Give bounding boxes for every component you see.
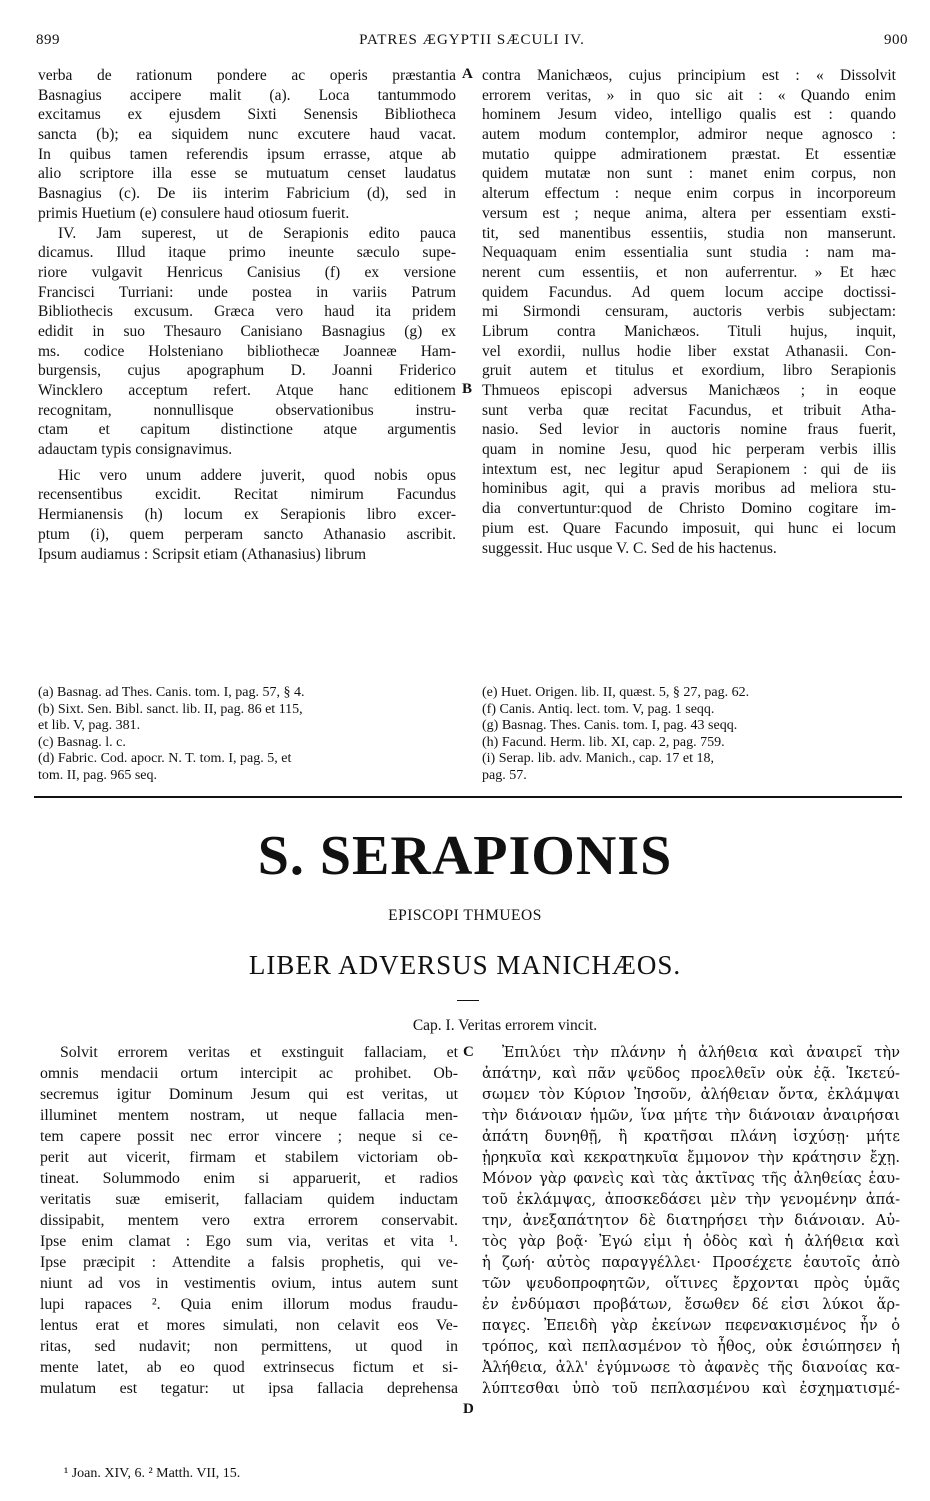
text-line: τρόπος, καὶ πεπλασμένον τὸ ἦθος, οὐκ ἐσιώπησεν ἡ	[482, 1338, 900, 1355]
work-title: LIBER ADVERSUS MANICHÆOS.	[248, 950, 682, 980]
text-line: gruit autem et titulus et exordium, libro Serapionis	[482, 362, 896, 380]
text-line: mulatum est tegatur: ut ipsa fallacia deprehensa	[40, 1380, 458, 1397]
text-line: pag. 57.	[482, 767, 527, 783]
text-line: niunt ad vos in vestimentis ovium, intus autem sunt	[40, 1275, 458, 1292]
text-line: ἀπάτην, καὶ πᾶν ψεῦδος προελθεῖν οὐκ ἐᾷ. Ἱκετεύ-	[482, 1065, 900, 1082]
text-line: nerent cum essentiis, et non auferrentur. » Et hæc	[482, 263, 896, 281]
text-line: Francisci Turriani: unde postea in variis Patrum	[38, 283, 456, 301]
text-line: hominem Jesum video, intelligo qualis est : quando	[482, 106, 896, 124]
text-line: Bibliothecis excusum. Græca vero haud ita pridem	[38, 303, 456, 321]
text-line: σωμεν τὸν Κύριον Ἰησοῦν, ἀλήθειαν ὄντα, ἐκλάμψαι	[482, 1086, 900, 1103]
text-line: Solvit errorem veritas et exstinguit fallaciam, et	[60, 1044, 458, 1061]
text-line: quam in nomine Jesu, quod hic perperam verbis illis	[482, 441, 896, 459]
title-rule	[457, 1000, 479, 1001]
text-line: nasio. Sed levior in auctoris nomine fraus fuerit,	[482, 421, 896, 439]
text-line: lentus erat et mores simulati, non celavit eos Ve-	[40, 1317, 458, 1334]
text-line: omnis mendacii ortum intercipit ac prohibet. Ob-	[40, 1065, 458, 1082]
text-line: Hermianensis (h) locum ex Serapionis libro excer-	[38, 506, 456, 524]
text-line: την, ἀνεξαπάτητον δὲ διατηρήσει τὴν διάνοιαν. Αὐ-	[482, 1212, 900, 1229]
text-line: errorem veritas, » in quo sic ait : « Quando enim	[482, 86, 896, 104]
text-line: Ipse præcipit : Attendite a falsis prophetis, qui ve-	[40, 1254, 458, 1271]
text-line: hominibus agit, qui a pravis moribus ad meliora stu-	[482, 480, 896, 498]
text-line: sunt verba quæ recitat Facundus, et tribuit Atha-	[482, 401, 896, 419]
margin-marker-a: A	[462, 66, 473, 82]
text-line: burgensis, cujus apographum D. Joanni Friderico	[38, 362, 456, 380]
intro-right-column	[482, 66, 896, 558]
text-line: tom. II, pag. 965 seq.	[38, 767, 157, 783]
text-line: (a) Basnag. ad Thes. Canis. tom. I, pag. 57, § 4.	[38, 685, 305, 700]
text-line: τὴν διάνοιαν ἡμῶν, ἵνα μήτε τὴν διάνοιαν ἀναιρήσαι	[482, 1107, 900, 1124]
text-line: verba de rationum pondere ac operis præstantia	[38, 67, 456, 84]
text-line: excitamus ex ejusdem Sixti Senensis Bibliotheca	[38, 106, 456, 124]
text-line: Thmueos episcopi adversus Manichæos ; in eoque	[482, 382, 896, 399]
text-line: λύπτεσθαι ὑπὸ τοῦ πεπλασμένου καὶ ἐσχηματισμέ-	[482, 1380, 900, 1397]
text-line: ἀπάτη δυνηθῇ, ἢ κρατῆσαι πλάνη ἰσχύσῃ· μήτε	[482, 1128, 900, 1145]
text-line: ἐν ἐνδύμασι προβάτων, ἔσωθεν δέ εἰσι λύκοι ἅρ-	[482, 1296, 900, 1313]
text-line: Basnagius accipere malit (a). Loca tantummodo	[38, 86, 456, 104]
text-line: IV. Jam superest, ut de Serapionis edito pauca	[58, 224, 456, 242]
text-line: sancta (b); ea siquidem nunc excutere haud vacat.	[38, 126, 456, 144]
text-line: τὸς γὰρ βοᾷ· Ἐγώ εἰμι ἡ ὁδὸς καὶ ἡ ἀλήθεια καὶ	[482, 1233, 900, 1250]
text-line: adauctam typis consignavimus.	[38, 441, 233, 459]
text-line: versum est ; neque anima, altera per essentiam exsti-	[482, 204, 896, 222]
text-line: (b) Sixt. Sen. Bibl. sanct. lib. II, pag. 86 et 115,	[38, 701, 303, 717]
text-line: recensentibus excidit. Recitat nimirum Facundus	[38, 486, 456, 504]
text-line: ritas, sed nudavit; non permittens, ut quod in	[40, 1338, 458, 1355]
text-line: intextum est, nec legitur apud Serapionem : qui de iis	[482, 460, 896, 478]
text-line: dissipabit, mentem vero extra errorem conservabit.	[40, 1212, 458, 1229]
text-line: (i) Serap. lib. adv. Manich., cap. 17 et 18,	[482, 751, 714, 766]
text-line: (d) Fabric. Cod. apocr. N. T. tom. I, pag. 5, et	[38, 751, 292, 766]
text-line: tem capere possit nec error vincere ; neque si ce-	[40, 1128, 458, 1145]
text-line: ἡ ζωή· αὐτὸς παραγγέλλει· Προσέχετε ἑαυτοῖς ἀπὸ	[482, 1254, 900, 1271]
text-line: recognitam, nonnullisque observationibus instru-	[38, 401, 456, 419]
text-line: Basnagius (c). De iis interim Fabricium (d), sed in	[38, 185, 456, 203]
greek-text-column	[482, 1042, 900, 1399]
text-line: In quibus tamen referendis ipsum errasse, atque ab	[38, 145, 456, 163]
text-line: illuminet mentem nostram, ut neque fallacia men-	[40, 1107, 458, 1124]
right-page-number: 900	[884, 32, 908, 48]
text-line: Hic vero unum addere juverit, quod nobis opus	[58, 466, 456, 484]
text-line: tineat. Solummodo enim si apparuerit, et radios	[40, 1170, 458, 1187]
notes-right	[482, 685, 896, 784]
text-line: mutatio quippe admirationem præstat. Et essentiæ	[482, 145, 896, 163]
text-line: τῶν ψευδοπροφητῶν, οἵτινες ἔρχονται πρὸς ὑμᾶς	[482, 1275, 900, 1292]
text-line: secremus igitur Dominum Jesum qui est veritas, ut	[40, 1086, 458, 1103]
text-line: autem modum contemplor, admiror neque agnosco :	[482, 126, 896, 144]
intro-left-column	[38, 66, 456, 564]
text-line: ms. codice Holsteniano bibliothecæ Joanneæ Ham-	[38, 342, 456, 360]
text-line: Ἀλήθεια, ἀλλ' ἐγύμνωσε τὸ ἀφανὲς τῆς διανοίας κα-	[482, 1359, 900, 1376]
text-line: (e) Huet. Origen. lib. II, quæst. 5, § 27, pag. 62.	[482, 685, 750, 700]
text-line: veritatis suæ emiserit, fallaciam quidem inductam	[40, 1191, 458, 1208]
text-line: mi Sirmondi censuram, auctoris verbis subjectam:	[482, 303, 896, 321]
work-author-subtitle: EPISCOPI THMUEOS	[388, 907, 542, 924]
text-line: dicamus. Illud itaque primo ineunte sæculo supe-	[38, 244, 456, 262]
text-line: lupi rapaces ². Quia enim illorum modus fraudu-	[40, 1296, 458, 1313]
chapter-heading: Cap. I. Veritas errorem vincit.	[412, 1017, 598, 1034]
text-line: ᾑρηκυῖα καὶ κεκρατηκυῖα ἔμμονον τὴν κράτησιν ἔχῃ.	[482, 1149, 900, 1166]
text-line: (h) Facund. Herm. lib. XI, cap. 2, pag. 759.	[482, 734, 725, 750]
work-author-title: S. SERAPIONIS	[257, 825, 673, 887]
text-line: (f) Canis. Antiq. lect. tom. V, pag. 1 seqq.	[482, 701, 715, 717]
text-line: tit, sed manentibus essentiis, studia non manserunt.	[482, 224, 896, 242]
text-line: τοῦ ἐκλάμψας, ἀποσκεδάσει μὲν τὴν γενομένην ἀπά-	[482, 1191, 900, 1208]
section-rule	[34, 796, 902, 798]
running-title: PATRES ÆGYPTII SÆCULI IV.	[359, 32, 585, 48]
text-line: (g) Basnag. Thes. Canis. tom. I, pag. 43 seqq.	[482, 718, 738, 733]
text-line: alio scriptore illa esse se mutuatum censet laudatus	[38, 165, 456, 183]
latin-text-column	[40, 1042, 458, 1399]
text-line: (c) Basnag. l. c.	[38, 734, 126, 750]
text-line: pium est. Quare Facundo imposuit, qui hunc ei locum	[482, 519, 896, 537]
text-line: vel exordii, nullus hodie liber exstat Athanasii. Con-	[482, 342, 896, 360]
left-page-number: 899	[36, 32, 60, 48]
text-line: riore vulgavit Henricus Canisius (f) ex versione	[38, 263, 456, 281]
text-line: Ipse enim clamat : Ego sum via, veritas et vita ¹.	[40, 1233, 458, 1250]
text-line: edidit in suo Thesauro Canisiano Basnagius (g) ex	[38, 322, 456, 340]
running-head	[36, 32, 908, 54]
margin-marker-d: D	[463, 1401, 474, 1417]
text-line: alterum effectum : neque enim corpus in incorporeum	[482, 185, 896, 203]
margin-marker-b: B	[462, 381, 473, 397]
text-line: mente latet, ab eo quod extrinsecus fictum et si-	[40, 1359, 458, 1376]
text-line: quidem mutatæ non sunt : manet enim corpus, non	[482, 165, 896, 183]
text-line: et lib. V, pag. 381.	[38, 718, 141, 733]
text-line: suggessit. Huc usque V. C. Sed de his hactenus.	[482, 539, 777, 557]
text-line: Nequaquam enim essentialia sunt studia : nam ma-	[482, 244, 896, 262]
text-line: παγες. Ἐπειδὴ γὰρ ἐκείνων πεφενακισμένος ἦν ὁ	[482, 1317, 900, 1334]
text-line: Ἐπιλύει τὴν πλάνην ἡ ἀλήθεια καὶ ἀναιρεῖ τὴν	[502, 1044, 900, 1061]
scripture-footnote: ¹ Joan. XIV, 6. ² Matth. VII, 15.	[64, 1466, 241, 1481]
notes-left	[38, 685, 458, 784]
text-line: Librum contra Manichæos. Tituli hujus, inquit,	[482, 322, 896, 340]
text-line: perit aut vicerit, firmam et stabilem victoriam ob-	[40, 1149, 458, 1166]
text-line: Μόνον γὰρ φανεὶς καὶ τὰς ἀκτῖνας τῆς ἀληθείας ἑαυ-	[482, 1170, 900, 1187]
text-line: ctam et capitum distinctione atque argumentis	[38, 421, 456, 439]
text-line: primis Huetium (e) consulere haud otiosum fuerit.	[38, 204, 350, 222]
margin-marker-c: C	[463, 1044, 474, 1060]
text-line: Ipsum audiamus : Scripsit etiam (Athanasius) librum	[38, 545, 367, 563]
text-line: contra Manichæos, cujus principium est : « Dissolvit	[482, 67, 896, 84]
text-line: Wincklero acceptum refert. Atque hanc editionem	[38, 382, 456, 399]
text-line: ptum (i), quem perperam sancto Athanasio ascribit.	[38, 525, 456, 543]
text-line: quidem Facundus. Ad quem locum accipe doctissi-	[482, 283, 896, 301]
text-line: dia convertuntur:quod de Christo Domino cogitare im-	[482, 500, 896, 518]
